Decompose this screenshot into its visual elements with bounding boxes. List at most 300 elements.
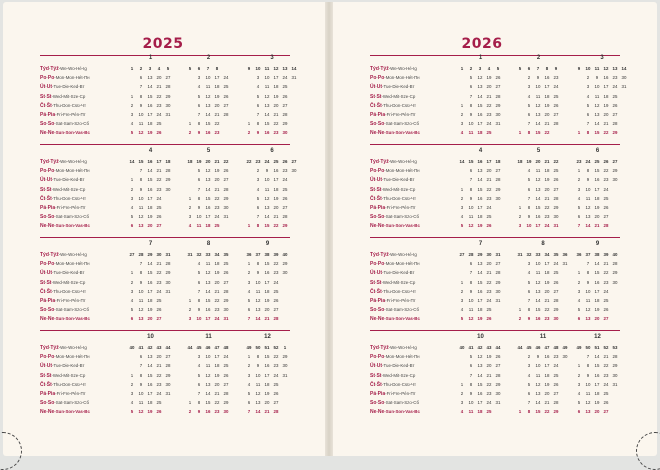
day-number: 1: [577, 130, 581, 136]
day-number: 4: [527, 372, 531, 378]
day-number: 19: [594, 205, 600, 210]
day-number: 18: [544, 372, 550, 378]
weekday-abbrev-sk: Týž: [50, 66, 59, 72]
day-number: 10: [138, 288, 144, 294]
day-number: 9: [197, 409, 201, 415]
day-number: 11: [468, 307, 474, 313]
day-number: 14: [147, 261, 153, 267]
day-number: 10: [205, 354, 211, 360]
month-name: 8: [206, 241, 211, 247]
weekday-abbrev-sk: Po: [377, 261, 385, 268]
weekday-abbrev-sk: Pia: [377, 298, 386, 304]
weekday-translations: -Sun-Son-Vas-Вс: [54, 223, 90, 229]
day-number: 22: [603, 168, 609, 174]
day-number: 19: [214, 372, 220, 378]
day-number: 5: [577, 205, 581, 210]
month-name: 7: [478, 241, 483, 247]
day-number: 22: [486, 381, 492, 387]
weekday-translations: -Mon-Mon-Hét-Пн: [54, 168, 90, 174]
week-number: 8: [215, 66, 219, 71]
weekday-abbrev: Ne: [370, 130, 377, 137]
week-number: 47: [214, 345, 220, 350]
day-number: 23: [553, 75, 559, 81]
day-number: 24: [214, 214, 220, 220]
day-number: 14: [147, 168, 153, 174]
weekday-abbrev: Po: [40, 75, 47, 82]
day-number: 16: [264, 130, 270, 136]
day-number: 11: [468, 214, 474, 220]
weekday-abbrev-sk: So: [47, 214, 55, 221]
day-number: 15: [594, 168, 600, 174]
weekday-translations: -Tue-Die-Ked-Вт: [52, 177, 85, 183]
day-number: 3: [577, 381, 581, 387]
month-name: 7: [148, 241, 153, 247]
week-number: 40: [129, 345, 135, 350]
day-number: 28: [273, 316, 279, 322]
week-number: 22: [223, 159, 229, 164]
day-number: 17: [214, 75, 220, 81]
week-number: 53: [612, 345, 618, 350]
section-divider: [40, 55, 290, 56]
weekday-abbrev-sk: Ne: [47, 409, 55, 416]
weekday-translations: -Sat-Sam-Szo-Сб: [384, 400, 419, 406]
day-number: 29: [165, 372, 171, 378]
day-number: 22: [273, 354, 279, 360]
weekday-label: Ne-Ne-Sun-Son-Vas-Вс: [40, 223, 90, 230]
day-number: 5: [527, 177, 531, 183]
day-number: 30: [291, 168, 297, 174]
day-number: 16: [477, 195, 483, 201]
day-number: 16: [477, 288, 483, 294]
weekday-abbrev-sk: St: [46, 186, 52, 193]
day-number: 20: [156, 75, 162, 81]
day-number: 27: [603, 316, 609, 322]
day-number: 23: [214, 307, 220, 313]
day-number: 5: [130, 214, 134, 220]
weekday-translations: -Sun-Son-Vas-Вс: [54, 130, 90, 136]
day-number: 30: [165, 279, 171, 285]
weekday-abbrev-sk: Št: [46, 381, 52, 388]
weekday-label: Út-Ut-Tue-Die-Ked-Вт: [40, 84, 85, 91]
week-number: 42: [147, 345, 153, 350]
day-number: 12: [594, 102, 600, 108]
day-number: 31: [165, 112, 171, 117]
day-number: 28: [553, 298, 559, 303]
weekday-translations: -Thu-Don-Csü-Чт: [51, 102, 86, 108]
weekday-abbrev: So: [40, 214, 47, 221]
day-number: 6: [130, 223, 134, 229]
weekday-abbrev: Čt: [40, 288, 46, 295]
day-number: 19: [594, 307, 600, 313]
day-number: 27: [612, 112, 618, 117]
weekday-abbrev: Týd: [40, 345, 49, 351]
weekday-translations: -Thu-Don-Csü-Чт: [381, 288, 416, 294]
weekday-label: Ne-Ne-Sun-Son-Vas-Вс: [40, 130, 90, 137]
day-number: 2: [188, 307, 192, 313]
weekday-translations: -Fri-Fre-Pén-Пт: [55, 112, 86, 117]
day-number: 15: [205, 195, 211, 201]
day-number: 14: [594, 121, 600, 127]
day-number: 29: [612, 363, 618, 369]
weekday-translations: -Mon-Mon-Hét-Пн: [54, 75, 90, 81]
week-number: 48: [223, 345, 229, 350]
day-number: 15: [477, 186, 483, 192]
day-number: 13: [205, 177, 211, 183]
day-number: 19: [477, 316, 483, 322]
day-number: 14: [477, 177, 483, 183]
day-number: 5: [469, 354, 473, 360]
day-number: 10: [468, 205, 474, 210]
day-number: 1: [518, 205, 522, 210]
weekday-translations: -Fri-Fre-Pén-Пт: [55, 205, 86, 210]
day-number: 12: [535, 279, 541, 285]
month-name: 11: [539, 334, 547, 340]
weekday-abbrev: Po: [370, 261, 377, 268]
day-number: 18: [594, 391, 600, 396]
day-number: 12: [138, 409, 144, 415]
day-number: 26: [553, 381, 559, 387]
month-name: 9: [265, 241, 270, 247]
weekday-translations: -Wed-Mit-Sze-Ср: [381, 372, 416, 378]
week-number: 29: [147, 252, 153, 257]
day-number: 11: [585, 195, 591, 201]
day-number: 16: [147, 186, 153, 192]
day-number: 10: [526, 223, 532, 229]
day-number: 17: [147, 112, 153, 117]
day-number: 8: [527, 205, 531, 210]
week-number: 18: [187, 159, 193, 164]
day-number: 18: [273, 84, 279, 90]
weekday-abbrev-sk: Po: [47, 168, 55, 175]
weekday-abbrev: So: [370, 214, 377, 221]
day-number: 17: [214, 354, 220, 360]
day-number: 15: [264, 261, 270, 267]
day-number: 5: [527, 381, 531, 387]
day-number: 14: [594, 261, 600, 267]
day-number: 14: [535, 121, 541, 127]
day-number: 2: [130, 279, 134, 285]
day-number: 21: [603, 261, 609, 267]
day-number: 14: [535, 195, 541, 201]
week-number: 11: [264, 66, 270, 71]
day-number: 31: [562, 261, 568, 267]
day-number: 19: [147, 409, 153, 415]
day-number: 15: [147, 270, 153, 276]
day-number: 24: [486, 205, 492, 210]
day-number: 28: [165, 84, 171, 90]
day-number: 8: [586, 130, 590, 136]
weekday-abbrev-sk: Po: [47, 354, 55, 361]
weekday-abbrev: Po: [40, 168, 47, 175]
day-number: 31: [612, 381, 618, 387]
week-number: 41: [138, 345, 144, 350]
week-number: 49: [562, 345, 568, 350]
weekday-abbrev-sk: St: [46, 93, 52, 100]
day-number: 6: [256, 102, 260, 108]
day-number: 5: [527, 279, 531, 285]
weekday-abbrev: Čt: [40, 381, 46, 388]
day-number: 6: [527, 391, 531, 396]
week-number: 11: [594, 66, 600, 71]
weekday-abbrev-sk: Týž: [50, 345, 59, 351]
day-number: 26: [223, 168, 229, 174]
day-number: 26: [486, 223, 492, 229]
day-number: 14: [477, 372, 483, 378]
weekday-label: Út-Ut-Tue-Die-Ked-Вт: [40, 270, 85, 277]
weekday-translations: -Thu-Don-Csü-Чт: [381, 381, 416, 387]
month-name: 3: [270, 55, 274, 61]
day-number: 25: [156, 400, 162, 406]
day-number: 6: [247, 307, 251, 313]
day-number: 14: [147, 363, 153, 369]
day-number: 10: [585, 186, 591, 192]
day-number: 1: [460, 381, 464, 387]
day-number: 23: [214, 130, 220, 136]
day-number: 25: [223, 84, 229, 90]
day-number: 24: [603, 288, 609, 294]
day-number: 7: [586, 354, 590, 360]
weekday-abbrev: Týd: [370, 345, 379, 351]
weekday-abbrev-sk: Št: [376, 381, 382, 388]
weekday-label: St-St-Wed-Mit-Sze-Ср: [370, 186, 416, 193]
day-number: 24: [603, 381, 609, 387]
day-number: 12: [477, 75, 483, 81]
day-number: 16: [535, 214, 541, 220]
weekday-translations: -Sat-Sam-Szo-Сб: [54, 214, 89, 220]
weekday-abbrev: Pá: [370, 112, 377, 118]
day-number: 11: [468, 130, 474, 136]
weekday-abbrev: Ne: [40, 409, 47, 416]
week-number: 18: [495, 159, 501, 164]
week-number: 51: [264, 345, 270, 350]
day-number: 9: [256, 130, 260, 136]
day-number: 25: [553, 93, 559, 99]
day-number: 7: [469, 93, 473, 99]
section-divider: [370, 144, 620, 145]
day-number: 25: [282, 186, 288, 192]
day-number: 25: [603, 298, 609, 303]
day-number: 29: [165, 93, 171, 99]
day-number: 30: [553, 214, 559, 220]
week-number: 28: [138, 252, 144, 257]
weekday-label: Čt-Št-Thu-Don-Csü-Чт: [40, 102, 86, 109]
day-number: 2: [460, 288, 464, 294]
day-number: 10: [535, 261, 541, 267]
day-number: 19: [603, 102, 609, 108]
day-number: 7: [197, 186, 201, 192]
day-number: 29: [495, 381, 501, 387]
day-number: 25: [553, 168, 559, 174]
day-number: 20: [603, 112, 609, 117]
week-number: 27: [459, 252, 465, 257]
weekday-label: Út-Ut-Tue-Die-Ked-Вт: [370, 363, 415, 370]
day-number: 24: [486, 121, 492, 127]
weekday-label: Út-Ut-Tue-Die-Ked-Вт: [370, 270, 415, 277]
day-number: 7: [247, 316, 251, 322]
weekday-abbrev-sk: St: [46, 279, 52, 286]
day-number: 24: [282, 75, 288, 81]
day-number: 27: [603, 214, 609, 220]
day-number: 23: [156, 381, 162, 387]
week-number: 5: [166, 66, 170, 71]
day-number: 11: [138, 400, 144, 406]
day-number: 26: [553, 177, 559, 183]
day-number: 18: [205, 223, 211, 229]
week-number: 12: [273, 66, 279, 71]
day-number: 5: [460, 316, 464, 322]
day-number: 17: [147, 391, 153, 396]
day-number: 8: [197, 400, 201, 406]
day-number: 20: [544, 112, 550, 117]
day-number: 9: [586, 279, 590, 285]
weekday-label: Pá-Pia-Fri-Fre-Pén-Пт: [40, 112, 86, 118]
day-number: 27: [553, 391, 559, 396]
day-number: 28: [495, 93, 501, 99]
day-number: 25: [612, 93, 618, 99]
week-number: 24: [264, 159, 270, 164]
week-number: 40: [282, 252, 288, 257]
weekday-label: Čt-Št-Thu-Don-Csü-Чт: [370, 288, 416, 295]
month-name: 8: [541, 241, 545, 247]
weekday-abbrev: So: [370, 121, 377, 128]
day-number: 9: [139, 186, 143, 192]
day-number: 8: [469, 279, 473, 285]
day-number: 27: [156, 316, 162, 322]
year-title-right: 2026: [461, 36, 503, 52]
week-number: 45: [196, 345, 202, 350]
day-number: 4: [256, 84, 260, 90]
day-number: 24: [214, 316, 220, 322]
day-number: 4: [527, 93, 531, 99]
day-number: 24: [273, 372, 279, 378]
day-number: 28: [165, 168, 171, 174]
day-number: 20: [486, 261, 492, 267]
day-number: 27: [282, 102, 288, 108]
day-number: 16: [264, 363, 270, 369]
day-number: 25: [214, 223, 220, 229]
day-number: 21: [214, 391, 220, 396]
day-number: 22: [214, 195, 220, 201]
day-number: 21: [264, 409, 270, 415]
day-number: 6: [586, 112, 590, 117]
weekday-label: Ne-Ne-Sun-Son-Vas-Вс: [370, 316, 420, 323]
week-number: 36: [246, 252, 252, 257]
weekday-abbrev-sk: Týž: [50, 252, 59, 258]
day-number: 10: [585, 381, 591, 387]
day-number: 1: [247, 261, 251, 267]
day-number: 22: [603, 270, 609, 276]
day-number: 12: [264, 195, 270, 201]
day-number: 14: [205, 288, 211, 294]
day-number: 7: [527, 298, 531, 303]
day-number: 21: [156, 84, 162, 90]
week-number: 17: [486, 159, 492, 164]
month-name: 12: [264, 334, 271, 340]
weekday-translations: -Tue-Die-Ked-Вт: [52, 363, 85, 369]
day-number: 19: [544, 279, 550, 285]
day-number: 12: [255, 298, 261, 303]
weekday-abbrev: Pá: [40, 205, 47, 211]
weekday-abbrev-sk: So: [377, 400, 385, 407]
day-number: 1: [577, 270, 581, 276]
day-number: 23: [214, 409, 220, 415]
week-number: 19: [196, 159, 202, 164]
day-number: 5: [130, 409, 134, 415]
day-number: 27: [603, 409, 609, 415]
day-number: 11: [138, 205, 144, 210]
day-number: 17: [205, 214, 211, 220]
day-number: 10: [255, 279, 261, 285]
day-number: 3: [460, 205, 464, 210]
week-number: 43: [486, 345, 492, 350]
week-number: 21: [214, 159, 220, 164]
day-number: 26: [273, 391, 279, 396]
day-number: 28: [223, 112, 229, 117]
day-number: 15: [535, 307, 541, 313]
day-number: 4: [460, 409, 464, 415]
weekday-abbrev-sk: Št: [376, 288, 382, 295]
day-number: 22: [544, 409, 550, 415]
week-number: 36: [576, 252, 582, 257]
day-number: 23: [603, 372, 609, 378]
day-number: 4: [460, 214, 464, 220]
day-number: 3: [247, 372, 251, 378]
weekday-abbrev-sk: Pia: [47, 112, 56, 118]
day-number: 23: [544, 316, 550, 322]
day-number: 12: [535, 102, 541, 108]
day-number: 31: [291, 75, 297, 81]
section-divider: [40, 144, 290, 145]
day-number: 15: [147, 372, 153, 378]
day-number: 3: [460, 400, 464, 406]
weekday-abbrev-sk: So: [377, 121, 385, 128]
day-number: 10: [468, 298, 474, 303]
weekday-label: St-St-Wed-Mit-Sze-Ср: [370, 93, 416, 100]
day-number: 11: [585, 298, 591, 303]
day-number: 28: [612, 354, 618, 360]
day-number: 4: [247, 381, 251, 387]
week-number: 16: [147, 159, 153, 164]
day-number: 26: [495, 354, 501, 360]
week-number: 47: [544, 345, 550, 350]
day-number: 6: [197, 381, 201, 387]
week-number: 44: [495, 345, 501, 350]
weekday-abbrev: Út: [370, 270, 376, 277]
week-number: 27: [291, 159, 297, 164]
day-number: 17: [264, 279, 270, 285]
day-number: 26: [282, 195, 288, 201]
day-number: 6: [130, 316, 134, 322]
day-number: 31: [282, 372, 288, 378]
week-number: 9: [247, 66, 251, 71]
day-number: 30: [612, 177, 618, 183]
day-number: 23: [282, 168, 288, 174]
day-number: 11: [594, 93, 600, 99]
weekday-translations: -Sat-Sam-Szo-Сб: [384, 307, 419, 313]
week-number: 7: [536, 66, 540, 71]
day-number: 24: [603, 186, 609, 192]
weekday-abbrev-sk: Týž: [380, 66, 389, 72]
day-number: 4: [130, 205, 134, 210]
week-number: 32: [196, 252, 202, 257]
day-number: 8: [469, 381, 473, 387]
day-number: 8: [139, 270, 143, 276]
day-number: 21: [214, 186, 220, 192]
day-number: 6: [256, 205, 260, 210]
day-number: 1: [577, 363, 581, 369]
day-number: 21: [486, 270, 492, 276]
week-number: 44: [187, 345, 193, 350]
